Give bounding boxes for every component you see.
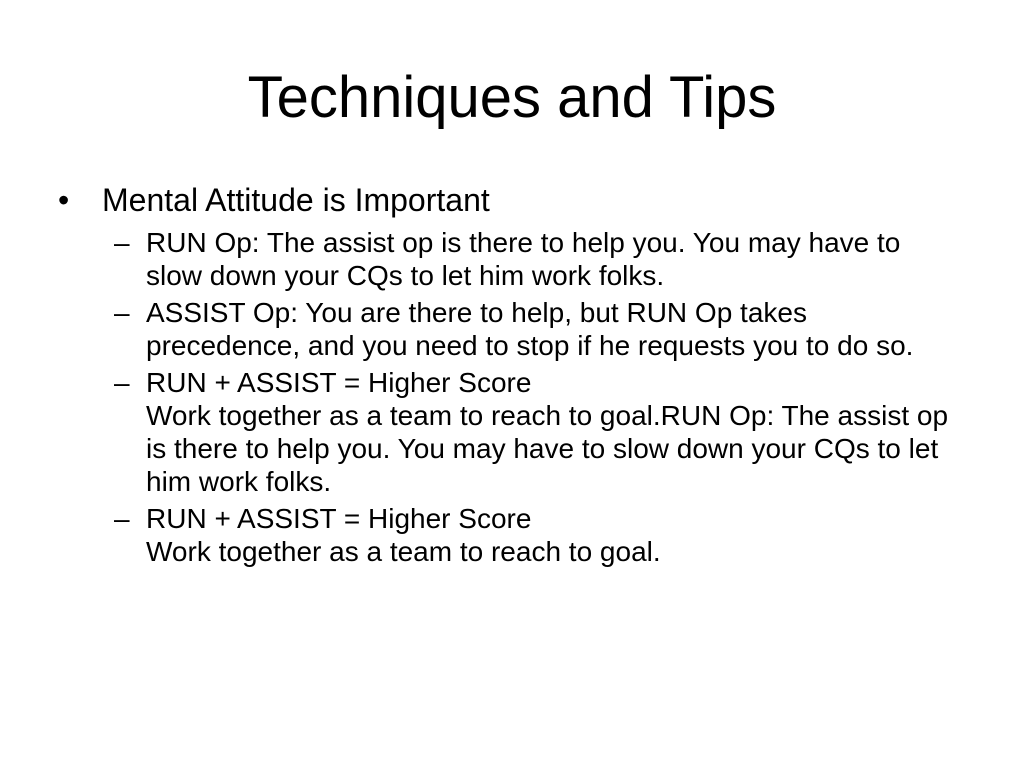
sub-bullet-list bbox=[56, 226, 956, 568]
sub-bullet-text: Work together as a team to reach to goal. bbox=[146, 536, 661, 567]
sub-bullet-item-higher-score-2 bbox=[56, 502, 956, 568]
slide-body bbox=[56, 178, 956, 572]
sub-bullet-heading: RUN + ASSIST = Higher Score bbox=[146, 367, 532, 398]
bullet-text: Mental Attitude is Important bbox=[102, 182, 490, 218]
sub-bullet-text: RUN Op: The assist op is there to help you. You may have to slow down your CQs to let him work folks. bbox=[146, 227, 901, 291]
dash-marker: – bbox=[114, 503, 130, 534]
sub-bullet-text: ASSIST Op: You are there to help, but RUN Op takes precedence, and you need to stop if he requests you to do so. bbox=[146, 297, 914, 361]
dash-marker: – bbox=[114, 367, 130, 398]
bullet-marker: • bbox=[58, 182, 70, 218]
sub-bullet-item-higher-score-1 bbox=[56, 366, 956, 498]
bullet-item-mental-attitude bbox=[56, 178, 956, 222]
sub-bullet-text: Work together as a team to reach to goal.RUN Op: The assist op is there to help you. You may have to slow down your CQs to let him work folks. bbox=[146, 400, 949, 497]
sub-bullet-item-assist-op bbox=[56, 296, 956, 362]
dash-marker: – bbox=[114, 297, 130, 328]
dash-marker: – bbox=[114, 227, 130, 258]
sub-bullet-heading: RUN + ASSIST = Higher Score bbox=[146, 503, 532, 534]
sub-bullet-item-run-op bbox=[56, 226, 956, 292]
slide-title: Techniques and Tips bbox=[247, 65, 777, 130]
